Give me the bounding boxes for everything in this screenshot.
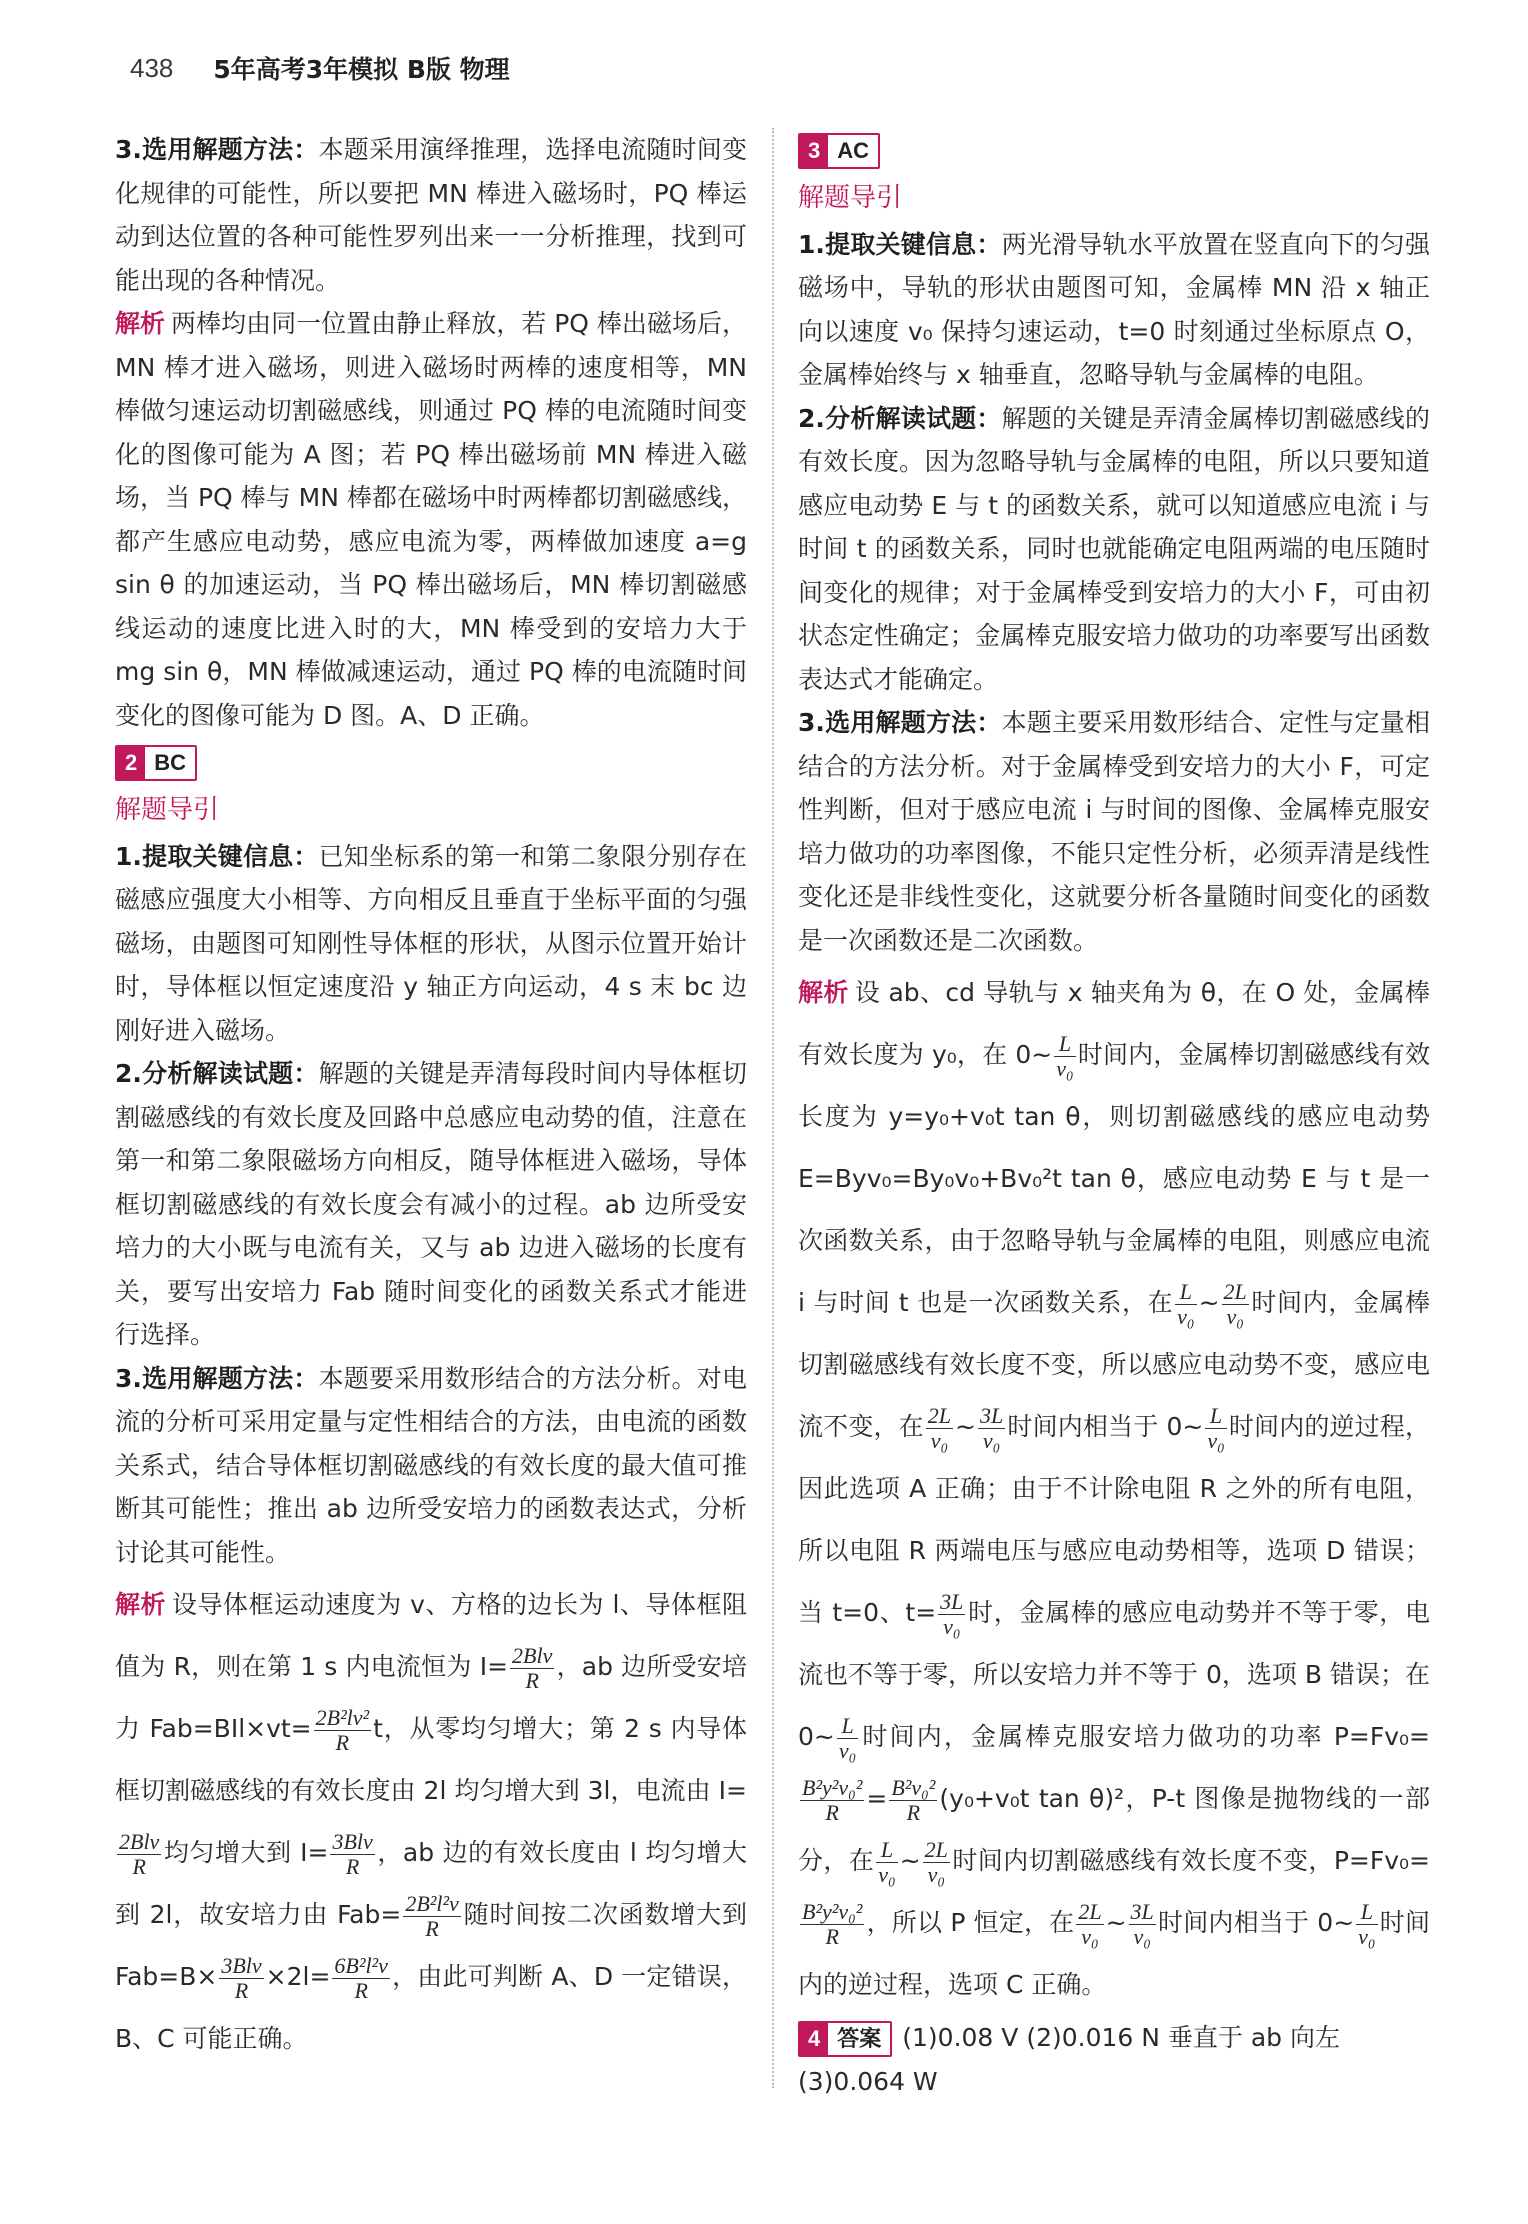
answer-text: AC (837, 138, 870, 163)
section-heading: 1.提取关键信息： (115, 841, 319, 871)
fraction: $\frac{2L}{\text{v₀}}$ (924, 1836, 948, 1887)
fraction: $\frac{L}{\text{v₀}}$ (1056, 1030, 1074, 1081)
section-heading: 3.选用解题方法： (798, 708, 1002, 737)
fraction: $\frac{\text{B²y²v₀²}}{R}$ (802, 1774, 863, 1825)
solution-label: 解析 (798, 978, 849, 1007)
fraction: $\frac{\text{3Blv}}{R}$ (221, 1952, 262, 2003)
fraction: $\frac{L}{\text{v₀}}$ (838, 1712, 857, 1763)
fraction: $\frac{2L}{\text{v₀}}$ (1223, 1278, 1247, 1329)
paragraph-method (115, 1357, 747, 1575)
paragraph-text: 已知坐标系的第一和第二象限分别存在磁感应强度大小相等、方向相反且垂直于坐标平面的匀强磁场，由题图可知刚性导体框的形状，从图示位置开始计时，导体框以恒定速度沿 y 轴正方向运动，4 s 末 bc 边刚好进入磁场。 (115, 841, 747, 1045)
fraction: $\frac{3L}{\text{v₀}}$ (980, 1402, 1004, 1453)
fraction: $\frac{\text{3Blv}}{R}$ (332, 1828, 373, 1879)
left-column (115, 128, 747, 2070)
solution-text: 设导体框运动速度为 v、方格的边长为 l、导体框阻值为 R，则在第 1 s 内电流恒为 I= (115, 1590, 747, 1681)
fraction: $\frac{\text{2B²l²v}}{R}$ (405, 1890, 459, 1941)
solution-label: 解析 (115, 309, 166, 338)
fraction: $\frac{2L}{\text{v₀}}$ (927, 1402, 952, 1453)
guide-heading: 解题导引 (115, 795, 220, 825)
paragraph-analysis (115, 1052, 747, 1357)
book-title: 5年高考3年模拟 B版 物理 (213, 55, 510, 84)
fraction: $\frac{L}{\text{v₀}}$ (1177, 1278, 1195, 1329)
answer-4 (798, 2016, 1430, 2060)
paragraph-text: 本题要采用数形结合的方法分析。对电流的分析可采用定量与定性相结合的方法，由电流的函数关系式，结合导体框切割磁感线的有效长度的最大值可推断其可能性；推出 ab 边所受安培力的函数表达式，分析讨论其可能性。 (115, 1363, 747, 1567)
fraction: $\frac{\text{B²y²v₀²}}{R}$ (802, 1898, 863, 1949)
paragraph-method (798, 701, 1430, 962)
fraction: $\frac{\text{2Blv}}{R}$ (119, 1828, 160, 1879)
fraction: $\frac{\text{2B²lv²}}{R}$ (315, 1704, 370, 1755)
fraction: $\frac{\text{2Blv}}{R}$ (512, 1642, 553, 1693)
fraction: $\frac{\text{B²v₀²}}{R}$ (891, 1774, 936, 1825)
solution-3: 解析 设 ab、cd 导轨与 x 轴夹角为 θ，在 O 处，金属棒有效长度为 y₀，在 0~ $\frac{L}{\text{v₀}}$ 时间内，金属棒切割磁感线有效长度为 y=y₀+v₀t tan θ，则切割磁感线的感应电动势 E=Byv₀=By₀v₀+Bv₀²t tan θ，感应电动势 E 与 t 是一次函数关系，由于忽略导轨与金属棒的电阻，则感应电流 i 与时间 t 也是一次函数关系，在 $\frac{L}{\text{v₀}}$ ~ $\frac{2L}{\text{v₀}}$ 时间内，金属棒切割磁感线有效长度不变，所以感应电动势不变，感应电流不变，在 $\frac{2L}{\text{v₀}}$ ~ $\frac{3L}{\text{v₀}}$ 时间内相当于 0~ $\frac{L}{\text{v₀}}$ 时间内的逆过程，因此选项 A 正确；由于不计除电阻 R 之外的所有电阻，所以电阻 R 两端电压与感应电动势相等，选项 D 错误；当 t=0、t= $\frac{3L}{\text{v₀}}$ 时，金属棒的感应电动势并不等于零，电流也不等于零，所以安培力并不等于 0，选项 B 错误；在 0~ $\frac{L}{\text{v₀}}$ 时间内，金属棒克服安培力做功的功率 P=Fv₀= $\frac{\text{B²y²v₀²}}{R}$ = $\frac{\text{B²v₀²}}{R}$ (y₀+v₀t tan θ)²，P-t 图像是抛物线的一部分，在 $\frac{L}{\text{v₀}}$ ~ $\frac{2L}{\text{v₀}}$ 时间内切割磁感线有效长度不变，P=Fv₀= $\frac{\text{B²y²v₀²}}{R}$ ，所以 P 恒定，在 $\frac{2L}{\text{v₀}}$ ~ $\frac{3L}{\text{v₀}}$ 时间内相当于 0~ $\frac{L}{\text{v₀}}$ 时间内的逆过程，选项 C 正确。 (798, 978, 1430, 1999)
answer-4-line2: (3)0.064 W (798, 2066, 938, 2096)
paragraph-text: 解题的关键是弄清金属棒切割磁感线的有效长度。因为忽略导轨与金属棒的电阻，所以只要知道感应电动势 E 与 t 的函数关系，就可以知道感应电流 i 与时间 t 的函数关系，同时也就能确定电阻两端的电压随时间变化的规律；对于金属棒受到安培力的大小 F，可由初状态定性确定；金属棒克服安培力做功的功率要写出函数表达式才能确定。 (798, 403, 1430, 694)
page-header (130, 48, 510, 88)
paragraph-key-info (798, 223, 1430, 397)
paragraph-text: 解题的关键是弄清每段时间内导体框切割磁感线的有效长度及回路中总感应电动势的值，注意在第一和第二象限磁场方向相反，随导体框进入磁场，导体框切割磁感线的有效长度会有减小的过程。ab 边所受安培力的大小既与电流有关，又与 ab 边进入磁场的长度有关，要写出安培力 Fab 随时间变化的函数关系式才能进行选择。 (115, 1059, 747, 1349)
section-heading: 3.选用解题方法： (115, 1363, 319, 1393)
right-column (798, 128, 1430, 2103)
section-heading: 1.提取关键信息： (798, 229, 1002, 259)
answer-text: (1)0.08 V (2)0.016 N 垂直于 ab 向左 (902, 2023, 1340, 2052)
paragraph-key-info (115, 835, 747, 1053)
answer-badge-3 (798, 133, 880, 169)
section-heading: 2.分析解读试题： (798, 403, 1002, 433)
fraction: $\frac{\text{6B²l²v}}{R}$ (334, 1952, 388, 2003)
solution-1 (115, 302, 747, 737)
solution-label: 解析 (115, 1590, 167, 1619)
fraction: $\frac{3L}{\text{v₀}}$ (940, 1588, 964, 1639)
fraction: $\frac{3L}{\text{v₀}}$ (1130, 1898, 1154, 1949)
question-number: 3 (800, 135, 828, 167)
paragraph-analysis (798, 397, 1430, 702)
fraction: $\frac{L}{\text{v₀}}$ (1358, 1898, 1376, 1949)
column-divider (772, 128, 774, 2088)
section-heading: 3.选用解题方法： (115, 135, 319, 164)
section-heading: 2.分析解读试题： (115, 1059, 319, 1088)
fraction: $\frac{L}{\text{v₀}}$ (1207, 1402, 1225, 1453)
paragraph-method (115, 128, 747, 302)
solution-2: 解析 设导体框运动速度为 v、方格的边长为 l、导体框阻值为 R，则在第 1 s 内电流恒为 I= $\frac{\text{2Blv}}{R}$ ，ab 边所受安培力 Fab=BIl×vt= $\frac{\text{2B²lv²}}{R}$ t，从零均匀增大；第 2 s 内导体框切割磁感线的有效长度由 2l 均匀增大到 3l，电流由 I= $\frac{\text{2Blv}}{R}$ 均匀增大到 I= $\frac{\text{3Blv}}{R}$ ，ab 边的有效长度由 l 均匀增大到 2l，故安培力由 Fab= $\frac{\text{2B²l²v}}{R}$ 随时间按二次函数增大到Fab=B× $\frac{\text{3Blv}}{R}$ ×2l= $\frac{\text{6B²l²v}}{R}$ ，由此可判断 A、D 一定错误，B、C 可能正确。 (115, 1590, 748, 2053)
answer-text: BC (154, 750, 187, 775)
question-number: 2 (117, 747, 145, 779)
paragraph-text: 两光滑导轨水平放置在竖直向下的匀强磁场中，导轨的形状由题图可知，金属棒 MN 沿 x 轴正向以速度 v₀ 保持匀速运动，t=0 时刻通过坐标原点 O，金属棒始终与 x 轴垂直，忽略导轨与金属棒的电阻。 (798, 229, 1430, 389)
solution-text: 两棒均由同一位置由静止释放，若 PQ 棒出磁场后，MN 棒才进入磁场，则进入磁场时两棒的速度相等，MN 棒做匀速运动切割磁感线，则通过 PQ 棒的电流随时间变化的图像可能为 A 图；若 PQ 棒出磁场前 MN 棒进入磁场，当 PQ 棒与 MN 棒都在磁场中时两棒都切割磁感线，都产生感应电动势，感应电流为零，两棒做加速度 a=g sin θ 的加速运动，当 PQ 棒出磁场后，MN 棒切割磁感线运动的速度比进入时的大，MN 棒受到的安培力大于 mg sin θ，MN 棒做减速运动，通过 PQ 棒的电流随时间变化的图像可能为 D 图。A、D 正确。 (115, 309, 747, 730)
guide-heading: 解题导引 (798, 183, 903, 213)
answer-badge-2 (115, 745, 197, 781)
paragraph-text: 本题采用演绎推理，选择电流随时间变化规律的可能性，所以要把 MN 棒进入磁场时，PQ 棒运动到达位置的各种可能性罗列出来一一分析推理，找到可能出现的各种情况。 (115, 135, 747, 295)
paragraph-text: 本题主要采用数形结合、定性与定量相结合的方法分析。对于金属棒受到安培力的大小 F，可定性判断，但对于感应电流 i 与时间的图像、金属棒克服安培力做功的功率图像，不能只定性分析，必须弄清是线性变化还是非线性变化，这就要分析各量随时间变化的函数是一次函数还是二次函数。 (798, 708, 1430, 955)
fraction: $\frac{L}{\text{v₀}}$ (878, 1836, 896, 1887)
page-number: 438 (130, 52, 174, 83)
fraction: $\frac{2L}{\text{v₀}}$ (1078, 1898, 1102, 1949)
answer-badge-4: 4 答案 (798, 2021, 892, 2057)
